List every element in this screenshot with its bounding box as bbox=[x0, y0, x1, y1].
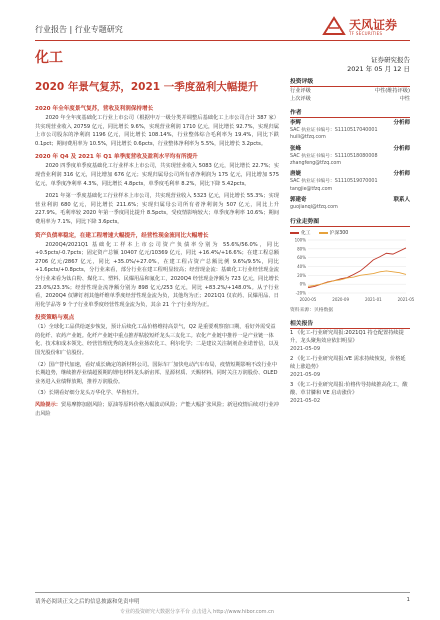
analyst-cert: SAC 执业证书编号：S1110517040001 bbox=[290, 128, 378, 134]
report-date: 2021 年 05 月 12 日 bbox=[347, 65, 410, 73]
analyst-role: 分析师 bbox=[393, 120, 410, 126]
related-report-text: 2 《化工-行业研究周报:VE 需求持续恢复，价格延续上涨趋势》 bbox=[290, 356, 406, 371]
footer-divider bbox=[35, 592, 410, 593]
page-number: 1 bbox=[406, 597, 410, 603]
rating-label: 上次评级 bbox=[290, 96, 311, 102]
analyst-name: 李辉 bbox=[290, 120, 302, 126]
report-category: 行业报告 | 行业专题研究 bbox=[35, 25, 123, 34]
analyst-role: 联系人 bbox=[393, 196, 410, 203]
x-tick-label: 2020-09 bbox=[332, 297, 350, 303]
series-line bbox=[308, 248, 406, 288]
section-heading: 2020 年全年度景气复苏，营收及利润保持增长 bbox=[35, 106, 154, 112]
paragraph: 2020 年全年度基础化工行业上市公司（根据申万一级分类并调整后基础化工上市公司合计 387 家）共实现营业收入 20759 亿元，同比增长 9.6%，实现营业利润 1710 亿元，同比增长 92.7%，实现归属上市公司股东的净利润 1196 亿元，同比增长 108.14%，行业整体综合毛利率为 19.4%，同比下跌 0.1pct；期间费用率为 10.5%，同比增长 0.6pcts，行业整体净利率为 5.5%，同比增长 3.2pcts。 bbox=[35, 115, 279, 147]
report-type: 证券研究报告 bbox=[371, 56, 410, 64]
chart-legend bbox=[290, 229, 410, 236]
related-report-text: 1 《化工-行业研究周报:2021Q1 持仓配置持续提升，龙头聚焦效应依旧明显》 bbox=[290, 330, 404, 345]
y-tick-label: -20% bbox=[295, 290, 306, 296]
advice-list bbox=[35, 323, 279, 398]
trend-chart bbox=[290, 229, 415, 314]
advice-item: （1）全球化工品供给逐步恢复，预计后续化工品价格维持高景气，Q2 是重要观察窗口期，看好外需受益的化纤、农药产业链。化纤产业链中重点推荐粘胶短纤龙头三友化工。农化产业链中推荐一是产业链一体化、技术和成本领先、经营管理优秀的龙头企业扬农化工、利尔化学；二是建议关注制剂企业诺普信，以及国光股份和广信股份。 bbox=[35, 324, 279, 357]
analyst-email[interactable]: zhangfeng@tfzq.com bbox=[290, 161, 342, 167]
analyst-role: 分析师 bbox=[393, 171, 410, 178]
industry-name: 化工 bbox=[35, 50, 63, 66]
analyst-card bbox=[290, 171, 410, 193]
analyst-title: 作者 bbox=[290, 106, 410, 118]
analyst-role: 分析师 bbox=[393, 145, 410, 152]
y-tick-label: 100% bbox=[294, 237, 306, 243]
main-body bbox=[35, 101, 279, 422]
legend-label: 化工 bbox=[301, 231, 311, 237]
analyst-name: 唐婕 bbox=[290, 171, 302, 178]
analyst-card bbox=[290, 197, 410, 211]
analyst-cert: SAC 执业证书编号：S1110519070001 bbox=[290, 179, 378, 185]
y-tick-label: 80% bbox=[297, 246, 306, 252]
section-heading: 2020 年 Q4 及 2021 年 Q1 单季度营收及盈利水平均有所提升 bbox=[35, 154, 198, 161]
paragraph: 2020 四季度单季度基础化工行业样本上市公司，共实现营业收入 5083 亿元，同比增长 22.7%；实现营业利润 316 亿元，同比增加 676 亿元；实现归属母公司所有者净利润为 175 亿元，同比增加 575 亿元，单季度净利率 4.3%，同比增长 4.8pcts，单季度毛利率 8.2%，同比下降 5.42pcts。 bbox=[35, 163, 279, 187]
analyst-name: 郭建奇 bbox=[290, 196, 307, 203]
brand-logo bbox=[322, 14, 410, 40]
related-report-date: 2021-05-09 bbox=[290, 372, 321, 379]
analyst-card bbox=[290, 146, 410, 168]
chart-title: 行业走势图 bbox=[290, 215, 410, 227]
risk-text: 贸易摩擦加剧风险；原油等原料价格大幅波动风险；产能大幅扩张风险；新冠疫情后续对行业冲击风险 bbox=[35, 402, 279, 417]
logo-mark-icon bbox=[322, 16, 346, 36]
logo-en: TF SECURITIES bbox=[349, 31, 383, 36]
line-chart bbox=[290, 237, 415, 303]
rating-value: 中性 bbox=[399, 96, 410, 102]
x-tick-label: 2021-05 bbox=[397, 297, 415, 303]
advice-item: （2）国产替代加速，看好成长确定的新材料公司。国际车厂加快电动汽车布局，疫情短期影响不改行业中长期趋势，继续推荐业绩超预期的锂电材料龙头新宙邦、星源材质、天赐材料。同时关注万润股份、OLED 业务进入业绩释放期，推荐万润股份。 bbox=[35, 361, 278, 385]
page-title: 2020 年景气复苏，2021 一季度盈利大幅提升 bbox=[35, 81, 259, 93]
rating-label: 行业评级 bbox=[290, 88, 311, 94]
footer-disclaimer: 请务必阅读正文之后的信息披露和免责申明 bbox=[35, 599, 140, 605]
header-divider bbox=[35, 40, 410, 41]
legend-label: 沪深300 bbox=[329, 231, 349, 237]
chart-source: 资料来源：贝格数据 bbox=[290, 308, 334, 314]
analyst-email[interactable]: huili@tfzq.com bbox=[290, 135, 326, 141]
y-tick-label: 0% bbox=[299, 281, 306, 287]
y-tick-label: 60% bbox=[297, 255, 306, 261]
x-tick-label: 2020-05 bbox=[299, 297, 317, 303]
rating-value: 中性(维持评级) bbox=[374, 88, 410, 94]
section-heading: 资产负债率稳定，在建工程增速大幅提升，经营性现金流同比大幅增长 bbox=[35, 232, 209, 239]
legend-item bbox=[319, 229, 349, 236]
rating-title: 投资评级 bbox=[290, 75, 410, 87]
legend-item bbox=[290, 229, 311, 236]
analyst-email[interactable]: guojianqi@tfzq.com bbox=[290, 205, 338, 211]
related-report-link[interactable] bbox=[290, 329, 410, 353]
related-report-link[interactable] bbox=[290, 355, 410, 379]
footer-watermark[interactable]: 专业的投资研究大数据分享平台 点击进入 http://www.hibor.com.cn bbox=[120, 609, 275, 615]
section-heading: 投资策略与观点 bbox=[35, 315, 75, 322]
advice-item: （3）长期看好细分龙头万华化学、华鲁恒升。 bbox=[35, 390, 143, 397]
analyst-cert: SAC 执业证书编号：S1110518080008 bbox=[290, 153, 378, 159]
x-tick-label: 2021-01 bbox=[364, 297, 382, 303]
analyst-name: 张峰 bbox=[290, 145, 302, 152]
related-report-text: 3 《化工-行业研究周报:价格传导持续推高化工，酸酸、草甘膦和 VE 启动涨价》 bbox=[290, 382, 408, 397]
rating-row bbox=[290, 95, 410, 103]
related-report-date: 2021-05-09 bbox=[290, 346, 321, 353]
related-report-link[interactable] bbox=[290, 381, 410, 405]
related-title: 相关报告 bbox=[290, 317, 410, 329]
related-report-date: 2021-05-02 bbox=[290, 398, 321, 405]
y-tick-label: 20% bbox=[297, 273, 306, 279]
rating-row bbox=[290, 87, 410, 95]
related-reports bbox=[290, 329, 410, 405]
paragraph: 2020Q4/2021Q1 基础化工样本上市公司资产负债率分别为 55.6%/56.0%，同比 +0.5pcts/-0.7pcts；固定资产总额 10407 亿元/10369 亿元，同比 +16.4%/+16.6%；在建工程总额 2706 亿元/2867 亿元，同比 +35.0%/+27.0%，在建工程占资产总额比例 9.6%/9.5%，同比 +1.6pcts/+0.8pcts，分行业来看，部分行业在建工程明显较高；经营现金流：基础化工行业经营现金流分行业来看为钛白粉、煤化工、塑料、民爆用品和氟化工，2020Q4 经营现金净额为 723 亿元，同比增长 23.0%/23.3%；经营性现金流净额分别为 898 亿元/253 亿元，同比 +83.2%/+148.0%。从子行业看，2020Q4 仅铆钉剂其他纤维单季度经营性现金流为负，其他均为正；2021Q1 仅农药、民爆用品、日用化学品等 9 个子行业单季度经营性现金流为负，其余 21 个子行业均为正。 bbox=[35, 241, 279, 308]
sidebar bbox=[290, 75, 415, 407]
analyst-email[interactable]: tangjie@tfzq.com bbox=[290, 186, 333, 192]
legend-swatch bbox=[319, 232, 328, 234]
risk-note bbox=[35, 401, 279, 418]
analyst-card bbox=[290, 120, 410, 142]
legend-swatch bbox=[290, 232, 299, 234]
y-tick-label: 40% bbox=[297, 264, 306, 270]
risk-label: 风险提示： bbox=[35, 402, 61, 409]
logo-name: 天风证券 bbox=[349, 18, 398, 32]
paragraph: 2021 年第一季度基础化工行业样本上市公司，共实现营业收入 5323 亿元，同比增长 55.3%；实现营业利润 680 亿元，同比增长 211.6%；实现归属母公司所有者净利润为 507 亿元，同比上升 227.9%。毛利率较 2020 年第一季度同比提升 8.5pcts，受疫情影响较大；单季度净利率 10.6%；期间费用率为 7.1%，同比下降 3.6pcts。 bbox=[35, 193, 279, 225]
